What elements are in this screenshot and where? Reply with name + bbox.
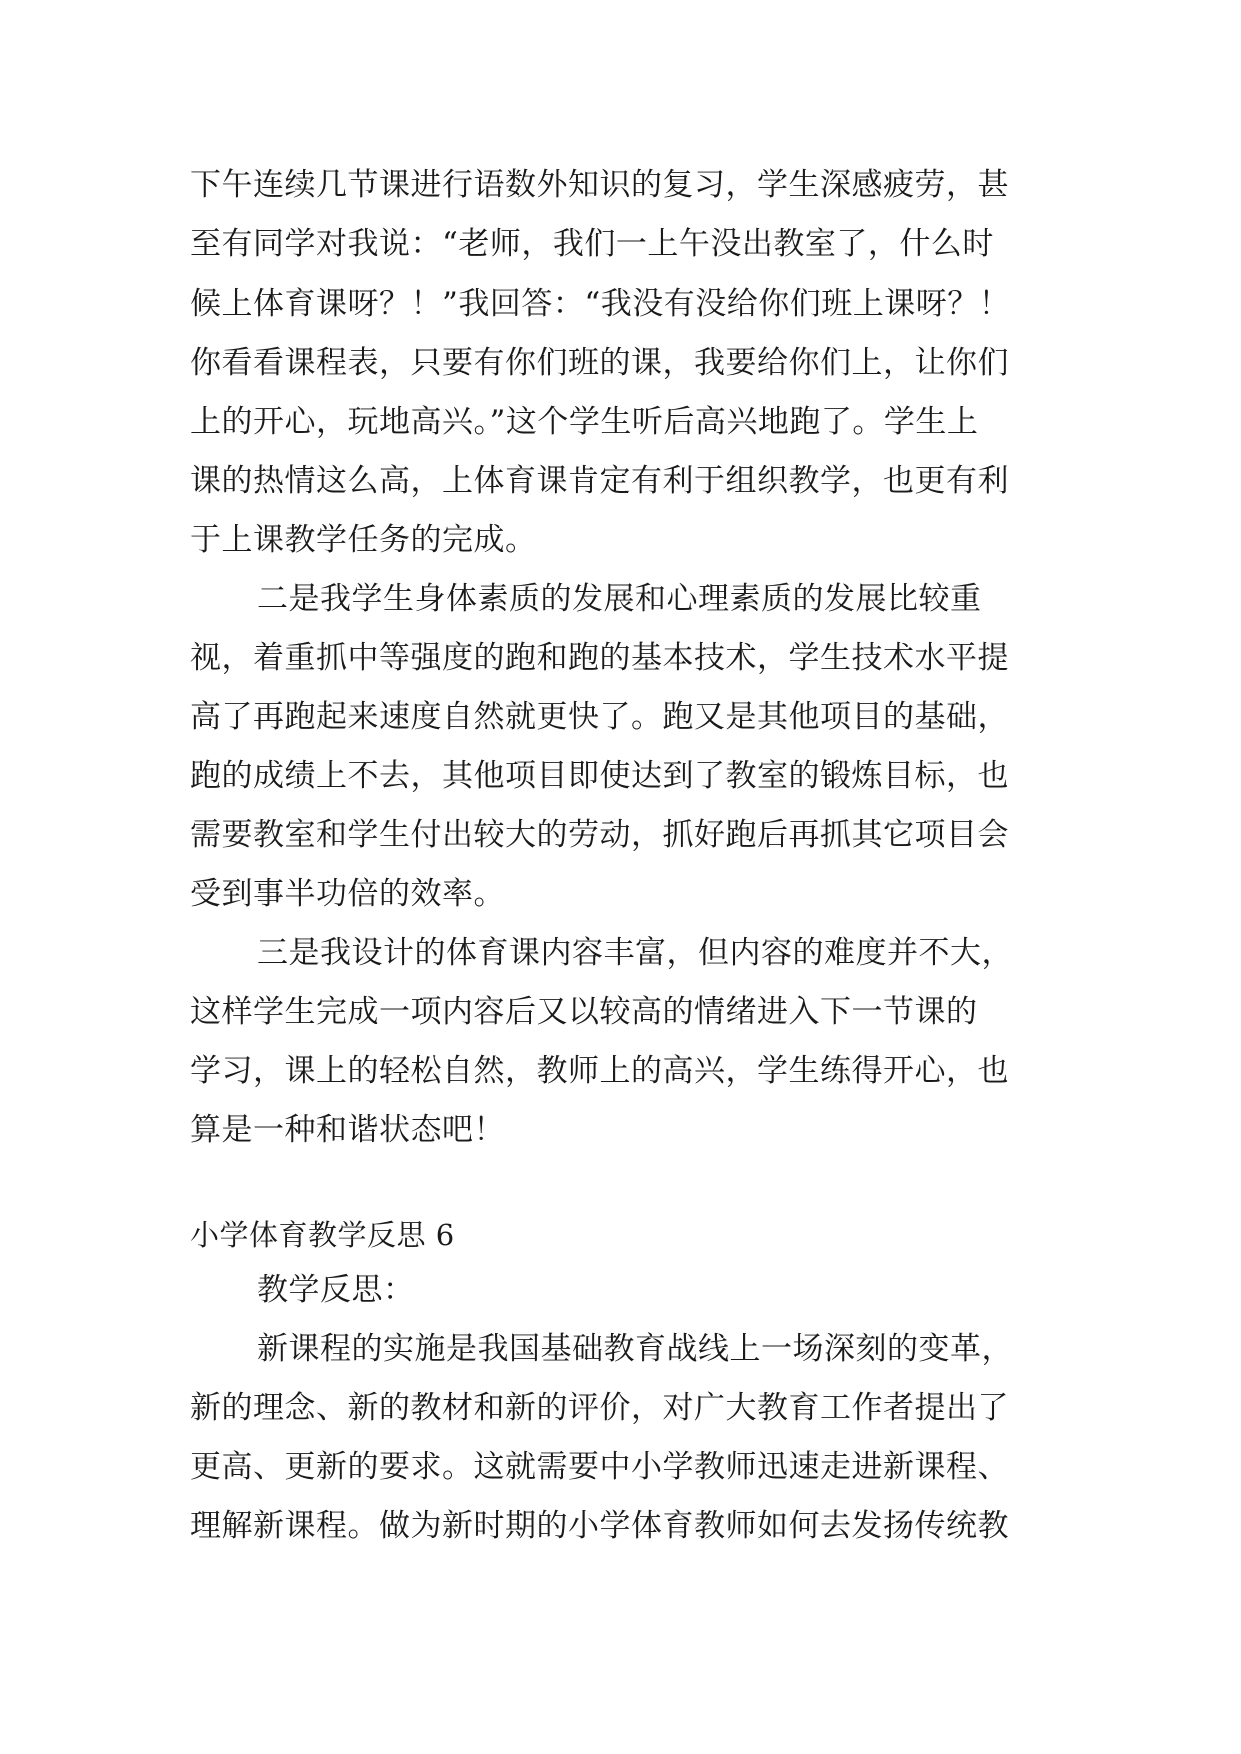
paragraph-line: 这样学生完成一项内容后又以较高的情绪进入下一节课的 — [190, 994, 978, 1030]
paragraph-line: 高了再跑起来速度自然就更快了。跑又是其他项目的基础， — [190, 699, 1009, 735]
paragraph-line: 跑的成绩上不去，其他项目即使达到了教室的锻炼目标，也 — [190, 758, 1009, 794]
paragraph-line: 二是我学生身体素质的发展和心理素质的发展比较重 — [257, 581, 982, 617]
paragraph-line: 受到事半功倍的效率。 — [190, 876, 505, 912]
paragraph-line: 下午连续几节课进行语数外知识的复习，学生深感疲劳，甚 — [190, 167, 1009, 203]
paragraph-line: 新课程的实施是我国基础教育战线上一场深刻的变革， — [257, 1331, 1013, 1367]
paragraph-line: 学习，课上的轻松自然，教师上的高兴，学生练得开心，也 — [190, 1053, 1009, 1089]
paragraph-line: 三是我设计的体育课内容丰富，但内容的难度并不大， — [257, 935, 1013, 971]
section-title: 小学体育教学反思 6 — [190, 1218, 455, 1252]
paragraph-line: 于上课教学任务的完成。 — [190, 522, 537, 558]
paragraph-line: 视，着重抓中等强度的跑和跑的基本技术，学生技术水平提 — [190, 640, 1009, 676]
paragraph-line: 需要教室和学生付出较大的劳动，抓好跑后再抓其它项目会 — [190, 817, 1009, 853]
paragraph-line: 课的热情这么高，上体育课肯定有利于组织教学，也更有利 — [190, 463, 1009, 499]
paragraph-line: 上的开心，玩地高兴。”这个学生听后高兴地跑了。学生上 — [190, 404, 979, 440]
paragraph-line: 至有同学对我说：“老师，我们一上午没出教室了，什么时 — [190, 226, 994, 262]
paragraph-line: 候上体育课呀？！”我回答：“我没有没给你们班上课呀？！ — [190, 286, 1011, 322]
paragraph-line: 新的理念、新的教材和新的评价，对广大教育工作者提出了 — [190, 1390, 1009, 1426]
subheading: 教学反思： — [257, 1272, 415, 1308]
paragraph-line: 理解新课程。做为新时期的小学体育教师如何去发扬传统教 — [190, 1508, 1009, 1544]
paragraph-line: 更高、更新的要求。这就需要中小学教师迅速走进新课程、 — [190, 1449, 1009, 1485]
document-page — [190, 0, 1060, 1754]
paragraph-line: 算是一种和谐状态吧！ — [190, 1112, 505, 1148]
paragraph-line: 你看看课程表，只要有你们班的课，我要给你们上，让你们 — [190, 345, 1009, 381]
